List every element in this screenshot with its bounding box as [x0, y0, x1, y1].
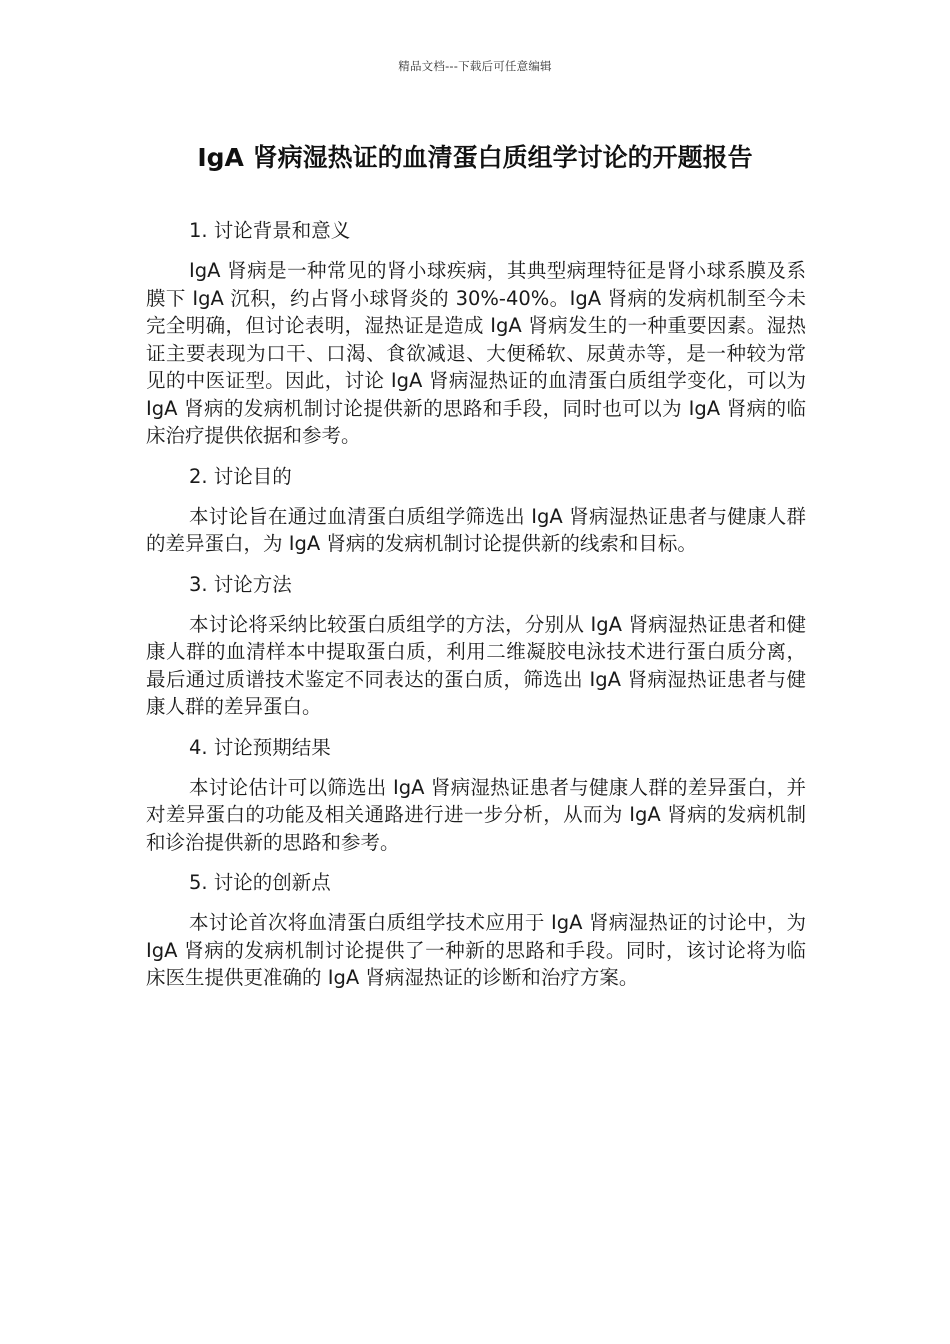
section-paragraph: IgA 肾病是一种常见的肾小球疾病，其典型病理特征是肾小球系膜及系膜下 IgA 沉积，约占肾小球肾炎的 30%-40%。IgA 肾病的发病机制至今未完全明确，但讨论表明，湿热证是造成 IgA 肾病发生的一种重要因素。湿热证主要表现为口干、口渴、食欲减退、大便稀软、尿黄赤等，是一种较为常见的中医证型。因此，讨论 IgA 肾病湿热证的血清蛋白质组学变化，可以为 IgA 肾病的发病机制讨论提供新的思路和手段，同时也可以为 IgA 肾病的临床治疗提供依据和参考。	[146, 259, 806, 447]
section-paragraph: 本讨论将采纳比较蛋白质组学的方法，分别从 IgA 肾病湿热证患者和健康人群的血清样本中提取蛋白质，利用二维凝胶电泳技术进行蛋白质分离，最后通过质谱技术鉴定不同表达的蛋白质，筛选出 IgA 肾病湿热证患者与健康人群的差异蛋白。	[146, 612, 806, 718]
section-heading: 1. 讨论背景和意义	[189, 219, 351, 242]
section-heading: 3. 讨论方法	[189, 572, 292, 596]
document-title: IgA 肾病湿热证的血清蛋白质组学讨论的开题报告	[197, 143, 753, 172]
section-heading: 4. 讨论预期结果	[189, 735, 331, 759]
section-paragraph: 本讨论首次将血清蛋白质组学技术应用于 IgA 肾病湿热证的讨论中，为 IgA 肾病的发病机制讨论提供了一种新的思路和手段。同时，该讨论将为临床医生提供更准确的 IgA 肾病湿热证的诊断和治疗方案。	[146, 911, 806, 989]
section-innovation	[146, 866, 806, 992]
section-methods	[146, 568, 806, 721]
section-purpose	[146, 460, 806, 558]
section-background	[146, 214, 806, 450]
page-header-note: 精品文档---下载后可任意编辑	[398, 59, 552, 73]
section-heading: 5. 讨论的创新点	[189, 871, 331, 894]
section-heading: 2. 讨论目的	[189, 464, 292, 488]
section-paragraph: 本讨论旨在通过血清蛋白质组学筛选出 IgA 肾病湿热证患者与健康人群的差异蛋白，为 IgA 肾病的发病机制讨论提供新的线索和目标。	[146, 504, 806, 555]
section-paragraph: 本讨论估计可以筛选出 IgA 肾病湿热证患者与健康人群的差异蛋白，并对差异蛋白的功能及相关通路进行进一步分析，从而为 IgA 肾病的发病机制和诊治提供新的思路和参考。	[146, 775, 806, 854]
document-body	[146, 214, 806, 1002]
section-expected-results	[146, 731, 806, 857]
